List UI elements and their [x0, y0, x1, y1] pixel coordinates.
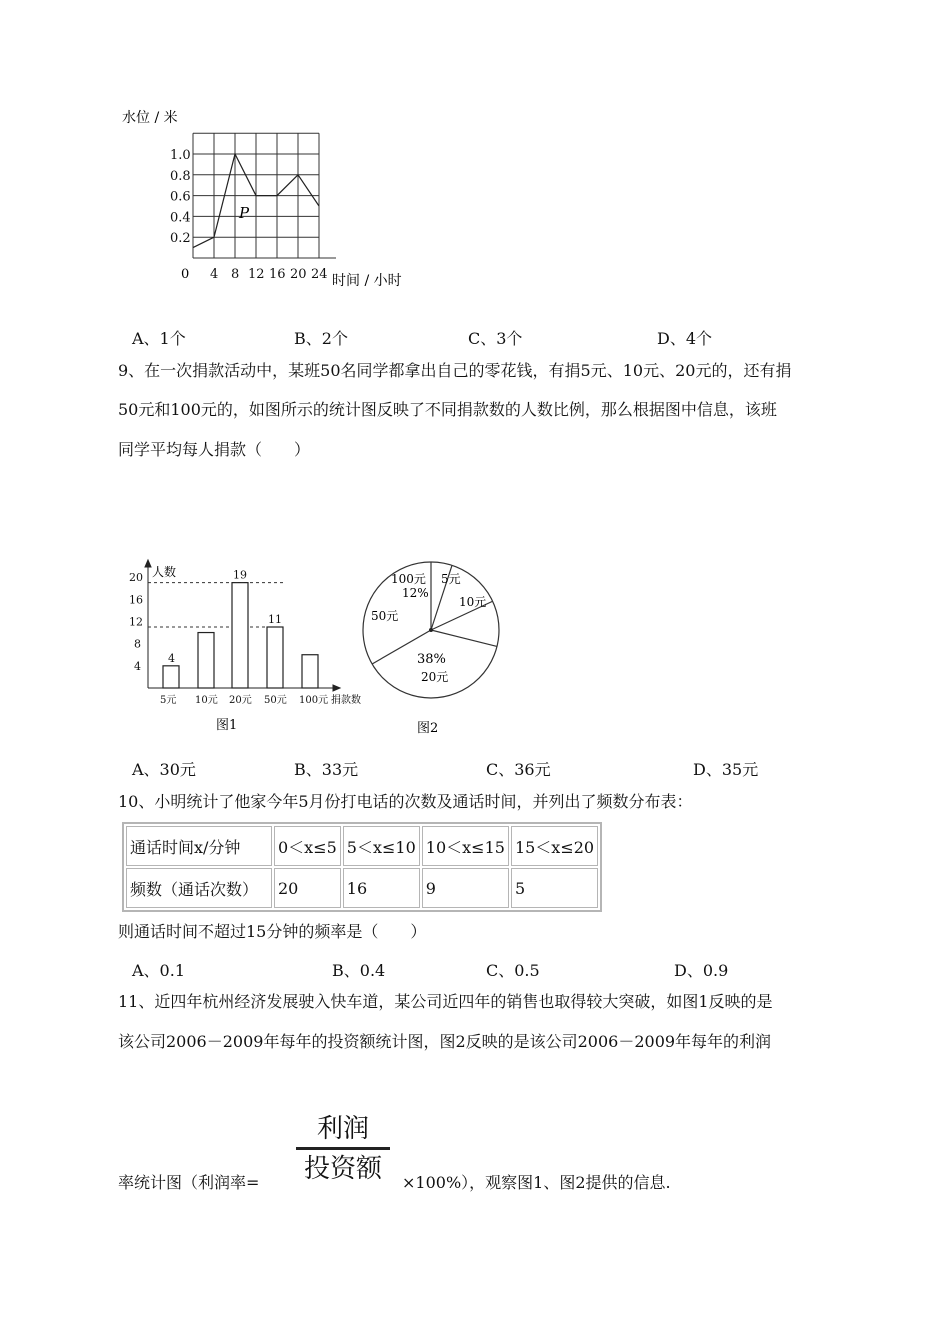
q8-option-b[interactable]: B、2个 [294, 329, 348, 348]
q10-option-c[interactable]: C、0.5 [486, 961, 540, 980]
table-cell: 16 [343, 868, 420, 908]
donation-pie-chart [355, 560, 515, 740]
x-tick-label: 10元 [195, 695, 218, 706]
pie-label-10: 10元 [459, 595, 487, 609]
q10-option-d[interactable]: D、0.9 [674, 961, 729, 980]
pie-label-20: 20元 [421, 670, 449, 684]
q8-option-a[interactable]: A、1个 [132, 329, 186, 348]
table-cell: 15＜x≤20 [511, 826, 598, 866]
table-cell: 10＜x≤15 [422, 826, 509, 866]
table-cell: 0＜x≤5 [274, 826, 341, 866]
pie-percent-20: 38% [417, 652, 446, 667]
x-tick-label: 8 [231, 267, 240, 282]
q9-option-c[interactable]: C、36元 [486, 760, 551, 779]
table-cell: 20 [274, 868, 341, 908]
x-tick-label: 5元 [160, 695, 177, 706]
graph-origin-label: 0 [181, 267, 190, 282]
x-axis-arrow [333, 685, 340, 691]
fraction-numerator: 利润 [316, 1114, 369, 1144]
q10-option-a[interactable]: A、0.1 [132, 961, 186, 980]
x-tick-label: 24 [311, 267, 328, 282]
bar [163, 666, 179, 688]
point-p-label: P [239, 204, 250, 222]
bar [302, 655, 318, 688]
y-tick-label: 0.6 [170, 189, 191, 205]
pie-chart-title: 图2 [417, 721, 439, 736]
q9-line-3: 同学平均每人捐款（ ） [118, 440, 311, 459]
data-label: 4 [168, 651, 175, 665]
q8-option-c[interactable]: C、3个 [468, 329, 523, 348]
y-tick-label: 0.2 [170, 231, 191, 247]
bar [232, 583, 248, 688]
table-cell: 9 [422, 868, 509, 908]
y-tick-label: 0.8 [170, 168, 191, 184]
q10-question: 则通话时间不超过15分钟的频率是（ ） [118, 922, 427, 941]
y-tick-label: 1.0 [170, 148, 191, 163]
x-tick-label: 100元 [299, 695, 329, 706]
data-label: 19 [233, 568, 247, 582]
y-tick-label: 12 [129, 615, 143, 629]
table-cell: 5＜x≤10 [343, 826, 420, 866]
bar [267, 627, 283, 688]
frequency-table [122, 822, 602, 912]
q9-option-d[interactable]: D、35元 [693, 760, 759, 779]
q9-option-b[interactable]: B、33元 [294, 760, 359, 779]
table-cell: 频数（通话次数） [126, 868, 272, 908]
x-tick-label: 50元 [264, 695, 287, 706]
y-tick-label: 8 [134, 637, 141, 651]
profit-rate-fraction [296, 1112, 390, 1186]
table-header-row [126, 826, 598, 866]
table-cell: 5 [511, 868, 598, 908]
x-tick-label: 20 [290, 267, 307, 282]
q11-line-2: 该公司2006－2009年每年的投资额统计图，图2反映的是该公司2006－2009年每年的利润 [118, 1032, 772, 1051]
q10-option-b[interactable]: B、0.4 [332, 961, 386, 980]
y-tick-label: 16 [129, 593, 143, 607]
bar [198, 633, 214, 688]
pie-percent-100: 12% [402, 586, 429, 600]
q10-intro: 10、小明统计了他家今年5月份打电话的次数及通话时间，并列出了频数分布表： [118, 792, 693, 811]
water-level-graph [118, 100, 418, 295]
q11-rate-prefix: 率统计图（利润率= [118, 1173, 260, 1192]
x-tick-label: 20元 [229, 695, 252, 706]
q9-option-a[interactable]: A、30元 [132, 760, 196, 779]
pie-label-5: 5元 [441, 572, 461, 586]
bar-chart-title: 图1 [216, 718, 238, 733]
pie-label-100: 100元 [391, 572, 426, 586]
x-tick-label: 16 [269, 267, 286, 282]
fraction-bar [296, 1147, 390, 1150]
pie-center [429, 628, 433, 632]
y-axis-arrow [145, 560, 151, 567]
table-row [126, 868, 598, 908]
bar-chart-x-label: 捐款数 [331, 695, 361, 706]
q11-line-1: 11、近四年杭州经济发展驶入快车道，某公司近四年的销售也取得较大突破，如图1反映的是 [118, 992, 773, 1011]
q11-rate-suffix: ×100%），观察图1、图2提供的信息. [402, 1173, 671, 1192]
y-tick-label: 4 [134, 659, 141, 673]
q9-line-2: 50元和100元的，如图所示的统计图反映了不同捐款数的人数比例，那么根据图中信息，该班 [118, 400, 777, 419]
donation-bar-chart [118, 556, 368, 741]
x-tick-label: 4 [210, 267, 219, 282]
bar-chart-y-label: 人数 [152, 565, 177, 579]
q9-line-1: 9、在一次捐款活动中，某班50名同学都拿出自己的零花钱，有捐5元、10元、20元的，还有捐 [118, 361, 792, 380]
graph-y-axis-label: 水位 / 米 [122, 110, 178, 126]
x-tick-label: 12 [248, 267, 265, 282]
graph-x-axis-label: 时间 / 小时 [332, 273, 402, 289]
y-tick-label: 0.4 [170, 210, 191, 226]
q8-option-d[interactable]: D、4个 [657, 329, 713, 348]
data-label: 11 [268, 613, 282, 626]
y-tick-label: 20 [129, 571, 143, 585]
pie-label-50: 50元 [371, 609, 399, 623]
table-cell: 通话时间x/分钟 [126, 826, 272, 866]
fraction-denominator: 投资额 [303, 1154, 382, 1184]
